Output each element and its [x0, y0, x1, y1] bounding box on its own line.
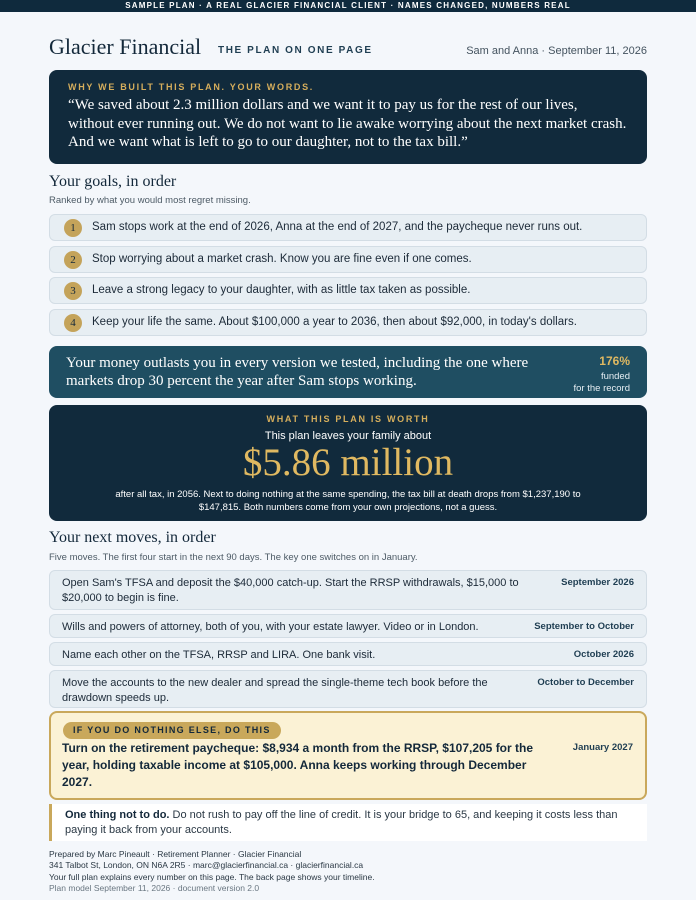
page-header	[49, 12, 647, 62]
key-move-label: IF YOU DO NOTHING ELSE, DO THIS	[63, 722, 281, 739]
move-item	[49, 614, 647, 638]
preparer-line: Prepared by Marc Pineault · Retirement Planner · Glacier Financial	[49, 849, 302, 859]
why-label: WHY WE BUILT THIS PLAN. YOUR WORDS.	[68, 82, 314, 92]
move-timing: October to December	[537, 677, 634, 688]
funded-label: funded	[600, 371, 630, 382]
goal-item	[49, 309, 647, 336]
footer	[49, 849, 375, 894]
goal-number: 1	[64, 219, 82, 237]
page	[49, 12, 647, 893]
goal-item	[49, 246, 647, 273]
not-to-do-text	[65, 808, 627, 838]
worth-detail: after all tax, in 2056. Next to doing nothing at the same spending, the tax bill at death drops from $1,237,190 to $147,815. Both numbers come from your own projections, not a guess.	[115, 489, 581, 513]
goal-text: Keep your life the same. About $100,000 a year to 2036, then about $92,000, in today's dollars.	[92, 316, 577, 328]
version-line: Plan model September 11, 2026 · document version 2.0	[49, 882, 260, 893]
goal-text: Stop worrying about a market crash. Know you are fine even if one comes.	[92, 253, 472, 265]
move-item	[49, 642, 647, 666]
goal-item	[49, 277, 647, 304]
move-text: Move the accounts to the new dealer and spread the single-theme tech book before the drawdown speeds up.	[62, 677, 488, 704]
move-timing: October 2026	[573, 649, 634, 660]
key-move-text: Turn on the retirement paycheque: $8,934 a month from the RRSP, $107,205 for the year, holding taxable income at $105,000. Anna keeps working through December 2027.	[62, 741, 534, 789]
move-timing: September 2026	[561, 577, 634, 588]
full-plan-note: Your full plan explains every number on this page. The back page shows your timeline.	[49, 871, 375, 882]
move-item	[49, 670, 647, 708]
worth-intro: This plan leaves your family about	[264, 430, 432, 442]
not-to-do-note	[49, 804, 647, 841]
move-text: Wills and powers of attorney, both of you, with your estate lawyer. Video or in London.	[62, 621, 479, 633]
funded-percent: 176%	[599, 354, 630, 368]
funded-record-note: for the record	[573, 383, 630, 394]
key-move-box	[49, 711, 647, 800]
sample-plan-banner: SAMPLE PLAN · A REAL GLACIER FINANCIAL CLIENT · NAMES CHANGED, NUMBERS REAL	[0, 0, 696, 12]
tagline: THE PLAN ON ONE PAGE	[218, 45, 373, 56]
funded-note	[510, 371, 630, 395]
client-quote: “We saved about 2.3 million dollars and we want it to pay us for the rest of our lives, without ever running out. We do not want to lie awake worrying about the next market crash. And we want what is left to go to our daughter, not to the tax bill.”	[68, 97, 627, 151]
goal-text: Sam stops work at the end of 2026, Anna at the end of 2027, and the paycheque never runs out.	[92, 221, 583, 233]
not-to-do-body: Do not rush to pay off the line of credit. It is your bridge to 65, and keeping it costs less than paying it back from your accounts.	[65, 809, 618, 836]
outlast-statement: Your money outlasts you in every version we tested, including the one where markets drop 30 percent the year after Sam stops working.	[66, 355, 529, 389]
goal-number: 3	[64, 282, 82, 300]
outlast-summary-box	[49, 346, 647, 398]
plan-worth-box	[49, 405, 647, 521]
clients-and-date: Sam and Anna · September 11, 2026	[466, 45, 647, 57]
goal-text: Leave a strong legacy to your daughter, with as little tax taken as possible.	[92, 284, 471, 296]
worth-label: WHAT THIS PLAN IS WORTH	[266, 414, 430, 424]
moves-title: Your next moves, in order	[49, 529, 216, 546]
not-to-do-lead: One thing not to do.	[65, 809, 170, 821]
goal-number: 2	[64, 251, 82, 269]
goal-item	[49, 214, 647, 241]
legacy-amount: $5.86 million	[242, 441, 454, 484]
why-quote-box	[49, 70, 647, 164]
move-timing: September to October	[534, 621, 634, 632]
brand-name: Glacier Financial	[49, 34, 202, 59]
move-item	[49, 570, 647, 610]
contact-line: 341 Talbot St, London, ON N6A 2R5 · marc@glacierfinancial.ca · glacierfinancial.ca	[49, 860, 364, 871]
moves-subtitle: Five moves. The first four start in the next 90 days. The key one switches on in January.	[49, 552, 418, 563]
goal-number: 4	[64, 314, 82, 332]
goals-subtitle: Ranked by what you would most regret missing.	[49, 195, 251, 206]
key-move-timing: January 2027	[572, 742, 633, 753]
move-text: Open Sam's TFSA and deposit the $40,000 catch-up. Start the RRSP withdrawals, $15,000 to $20,000 to begin is fine.	[62, 577, 519, 604]
move-text: Name each other on the TFSA, RRSP and LIRA. One bank visit.	[62, 649, 376, 661]
goals-title: Your goals, in order	[49, 173, 177, 190]
